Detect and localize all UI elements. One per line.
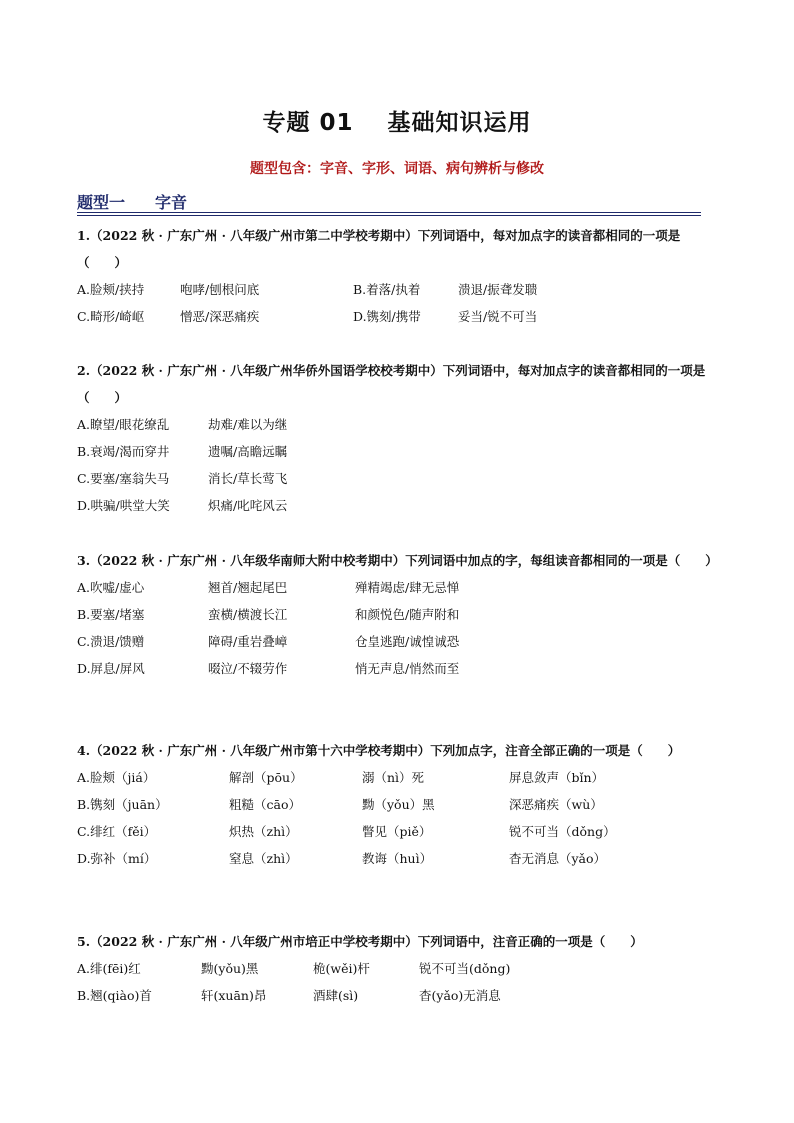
title-part-name: 基础知识运用 xyxy=(387,110,532,136)
option-cell: 障碍/重岩叠嶂 xyxy=(208,634,288,649)
option-row xyxy=(77,601,717,628)
option-cell: 翘首/翘起尾巴 xyxy=(208,580,288,595)
option-cell: B.要塞/堵塞 xyxy=(77,607,145,622)
question-stem: 4.（2022 秋 · 广东广州 · 八年级广州市第十六中学校考期中）下列加点字，注音全部正确的一项是（ ） xyxy=(77,743,681,758)
option-row xyxy=(77,955,717,982)
page-title xyxy=(0,104,794,137)
option-cell: 炽痛/叱咤风云 xyxy=(208,498,288,513)
page-subtitle: 题型包含：字音、字形、词语、病句辨析与修改 xyxy=(250,161,544,177)
option-cell: 悄无声息/悄然而至 xyxy=(355,661,460,676)
option-cell: D.哄骗/哄堂大笑 xyxy=(77,498,170,513)
option-cell: 解剖（pōu） xyxy=(229,770,303,785)
question-stem: 2.（2022 秋 · 广东广州 · 八年级广州华侨外国语学校校考期中）下列词语中，每对加点字的读音都相同的一项是（ ） xyxy=(77,363,706,405)
option-row xyxy=(77,411,717,438)
option-cell: 瞥见（piě） xyxy=(362,824,432,839)
option-cell: A.绯(fēi)红 xyxy=(77,961,141,976)
option-row xyxy=(77,465,717,492)
option-cell: 酒肆(sì) xyxy=(313,988,359,1003)
section-label: 题型一 xyxy=(77,193,126,212)
option-cell: D.屏息/屏风 xyxy=(77,661,145,676)
question-stem: 5.（2022 秋 · 广东广州 · 八年级广州市培正中学校考期中）下列词语中，注音正确的一项是（ ） xyxy=(77,934,643,949)
question-1 xyxy=(77,222,717,330)
option-cell: 桅(wěi)杆 xyxy=(313,961,370,976)
option-cell: 粗糙（cāo） xyxy=(229,797,301,812)
question-4 xyxy=(77,737,717,872)
option-cell: 和颜悦色/随声附和 xyxy=(355,607,460,622)
option-cell: 仓皇逃跑/诚惶诚恐 xyxy=(355,634,460,649)
option-cell: 遗嘱/高瞻远瞩 xyxy=(208,444,288,459)
question-5 xyxy=(77,928,717,1009)
question-stem: 3.（2022 秋 · 广东广州 · 八年级华南师大附中校考期中）下列词语中加点的字，每组读音都相同的一项是（ ） xyxy=(77,553,718,568)
option-row xyxy=(77,845,717,872)
option-cell: 杳(yǎo)无消息 xyxy=(419,988,501,1003)
question-2 xyxy=(77,357,717,519)
option-cell: 劫难/难以为继 xyxy=(208,417,288,432)
option-cell: 殚精竭虑/肆无忌惮 xyxy=(355,580,460,595)
title-part-number: 专题 01 xyxy=(262,110,354,136)
option-cell: 妥当/锐不可当 xyxy=(458,309,538,324)
section-name: 字音 xyxy=(155,193,188,212)
option-cell: C.要塞/塞翁失马 xyxy=(77,471,170,486)
option-row xyxy=(77,628,717,655)
option-cell: 咆哮/刨根问底 xyxy=(180,282,260,297)
option-cell: 蛮横/横渡长江 xyxy=(208,607,288,622)
question-3 xyxy=(77,547,717,682)
option-cell: D.弥补（mí） xyxy=(77,851,157,866)
question-stem: 1.（2022 秋 · 广东广州 · 八年级广州市第二中学校考期中）下列词语中，每对加点字的读音都相同的一项是（ ） xyxy=(77,228,681,270)
option-row xyxy=(77,655,717,682)
option-cell: 溺（nì）死 xyxy=(362,770,425,785)
option-cell: A.吹嘘/虚心 xyxy=(77,580,145,595)
option-cell: 锐不可当（dǒng） xyxy=(509,824,616,839)
option-cell: 黝(yǒu)黑 xyxy=(201,961,259,976)
option-row xyxy=(77,276,717,303)
section-heading xyxy=(77,190,701,213)
option-cell: 黝（yǒu）黑 xyxy=(362,797,435,812)
option-cell: 屏息敛声（bǐn） xyxy=(509,770,605,785)
option-cell: A.脸颊（jiá） xyxy=(77,770,156,785)
option-cell: 杳无消息（yǎo） xyxy=(509,851,607,866)
option-cell: B.着落/执着 xyxy=(353,282,421,297)
option-cell: 深恶痛疾（wù） xyxy=(509,797,603,812)
option-cell: A.瞭望/眼花缭乱 xyxy=(77,417,170,432)
option-cell: B.翘(qiào)首 xyxy=(77,988,152,1003)
option-cell: C.绯红（fěi） xyxy=(77,824,157,839)
option-cell: 消长/草长莺飞 xyxy=(208,471,288,486)
option-row xyxy=(77,438,717,465)
option-cell: 教诲（huì） xyxy=(362,851,433,866)
option-row xyxy=(77,791,717,818)
option-row xyxy=(77,818,717,845)
option-cell: 轩(xuān)昂 xyxy=(201,988,267,1003)
option-row xyxy=(77,764,717,791)
option-cell: 溃退/振聋发聩 xyxy=(458,282,538,297)
option-cell: C.畸形/崎岖 xyxy=(77,309,145,324)
option-cell: B.衰竭/渴而穿井 xyxy=(77,444,170,459)
option-cell: D.镌刻/携带 xyxy=(353,309,421,324)
option-cell: 啜泣/不辍劳作 xyxy=(208,661,288,676)
option-cell: 憎恶/深恶痛疾 xyxy=(180,309,260,324)
option-cell: C.溃退/馈赠 xyxy=(77,634,145,649)
option-row xyxy=(77,492,717,519)
option-cell: A.脸颊/挟持 xyxy=(77,282,145,297)
option-cell: 锐不可当(dǒng) xyxy=(419,961,511,976)
option-cell: 炽热（zhì） xyxy=(229,824,298,839)
option-row xyxy=(77,303,717,330)
option-cell: B.镌刻（juān） xyxy=(77,797,168,812)
option-row xyxy=(77,982,717,1009)
option-row xyxy=(77,574,717,601)
option-cell: 窒息（zhì） xyxy=(229,851,298,866)
